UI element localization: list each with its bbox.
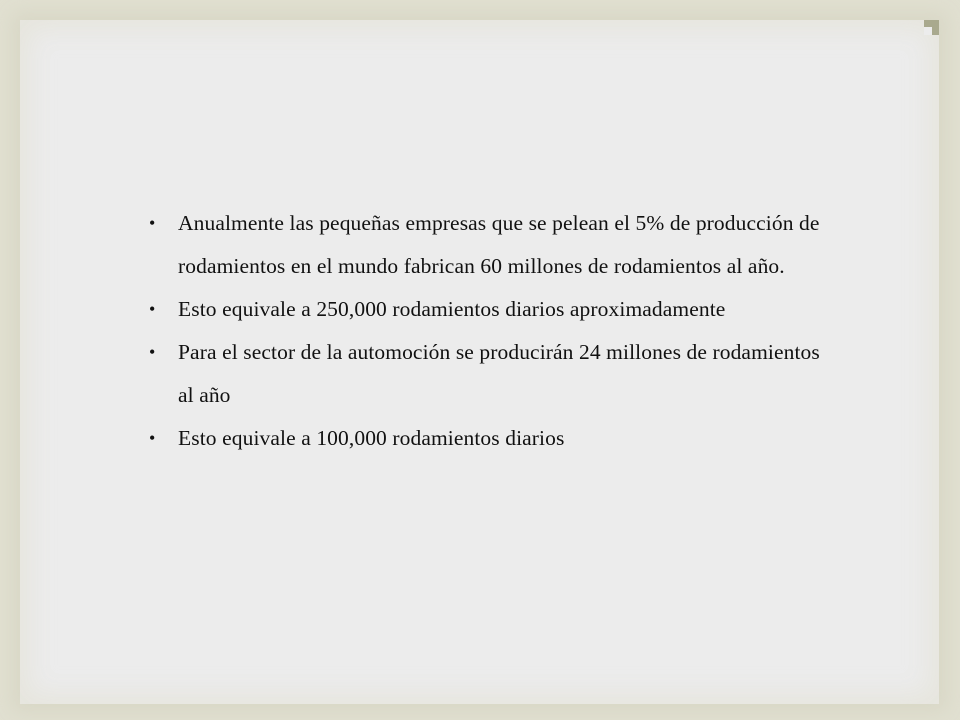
bullet-icon: • bbox=[149, 213, 156, 233]
bullet-text: Esto equivale a 250,000 rodamientos diarios aproximadamente bbox=[178, 297, 726, 321]
bullet-icon: • bbox=[149, 342, 156, 362]
list-item bbox=[140, 202, 840, 288]
bullet-icon: • bbox=[149, 299, 156, 319]
slide-content bbox=[140, 202, 840, 460]
list-item bbox=[140, 331, 840, 417]
bullet-icon: • bbox=[149, 428, 156, 448]
corner-square-icon bbox=[924, 20, 939, 35]
bullet-text: Anualmente las pequeñas empresas que se pelean el 5% de producción de rodamientos en el mundo fabrican 60 millones de rodamientos al año. bbox=[178, 211, 820, 278]
bullet-text: Para el sector de la automoción se producirán 24 millones de rodamientos al año bbox=[178, 340, 820, 407]
bullet-list bbox=[140, 202, 840, 460]
list-item bbox=[140, 417, 840, 460]
list-item bbox=[140, 288, 840, 331]
bullet-text: Esto equivale a 100,000 rodamientos diarios bbox=[178, 426, 565, 450]
